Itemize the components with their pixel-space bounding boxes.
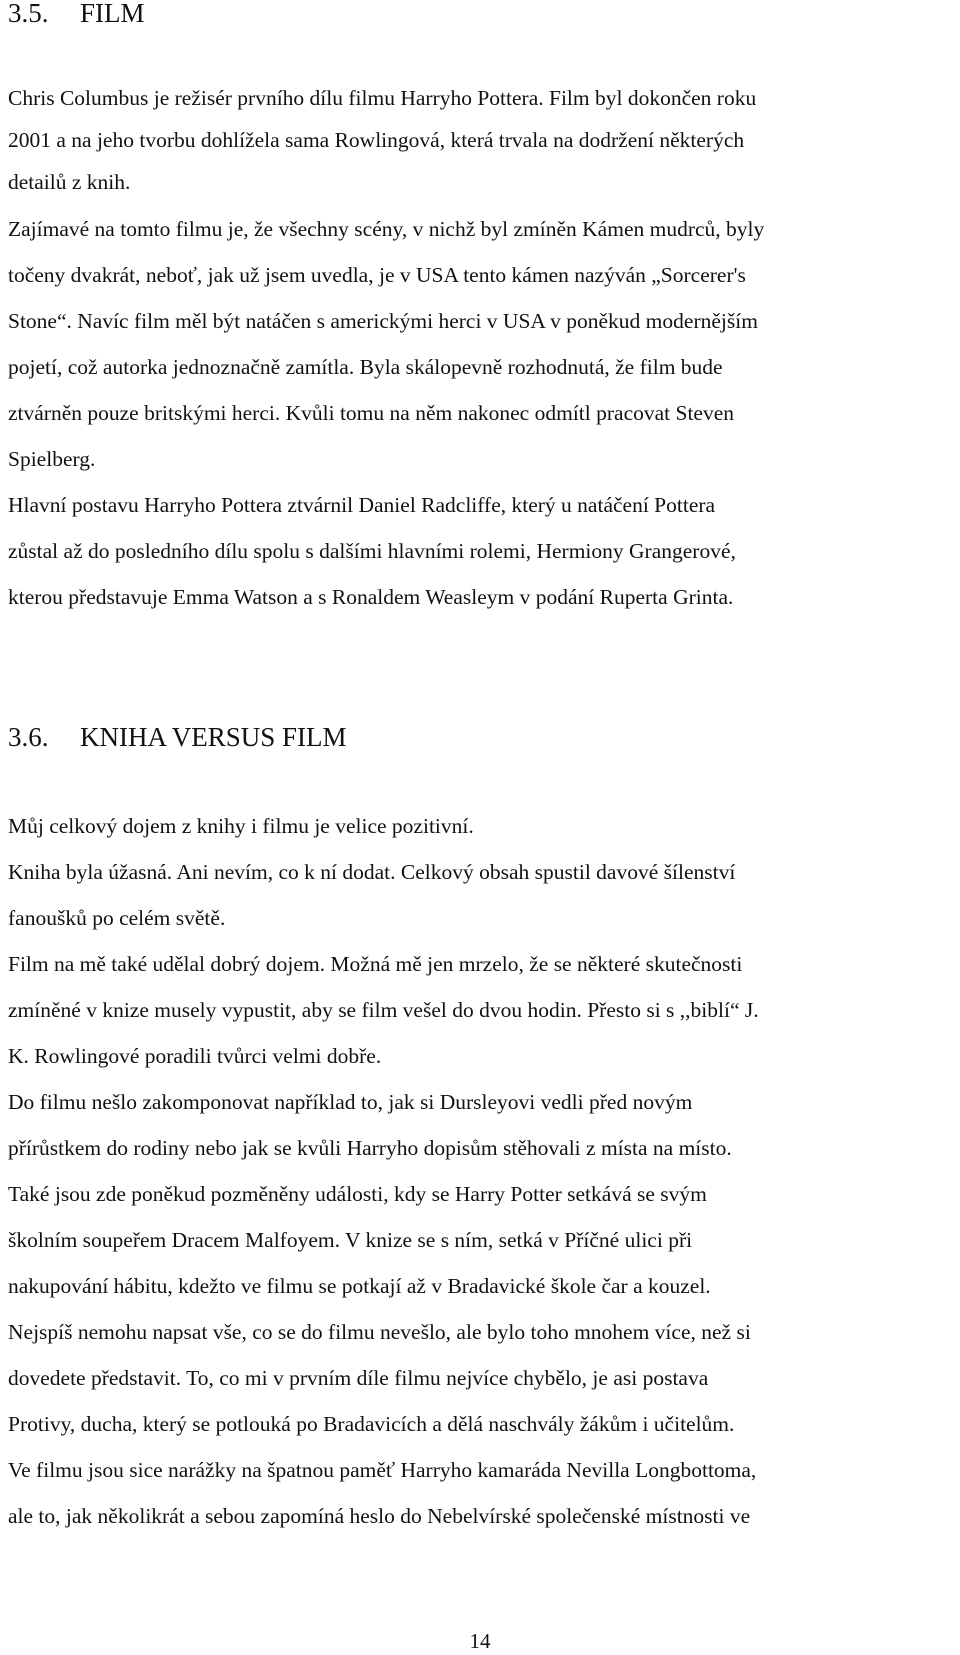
paragraph-line: fanoušků po celém světě. [8,906,226,930]
paragraph-line: ale to, jak několikrát a sebou zapomíná heslo do Nebelvírské společenské místnosti ve [8,1504,751,1528]
paragraph-line: točeny dvakrát, neboť, jak už jsem uvedla, je v USA tento kámen nazýván „Sorcerer's [8,263,746,287]
paragraph-line: Hlavní postavu Harryho Pottera ztvárnil Daniel Radcliffe, který u natáčení Pottera [8,493,716,517]
paragraph-line: detailů z knih. [8,170,131,194]
paragraph-line: dovedete představit. To, co mi v prvním díle filmu nejvíce chybělo, je asi postava [8,1366,709,1390]
paragraph-line: Kniha byla úžasná. Ani nevím, co k ní dodat. Celkový obsah spustil davové šílenství [8,860,736,884]
paragraph-line: K. Rowlingové poradili tvůrci velmi dobře. [8,1044,382,1068]
paragraph-line: Můj celkový dojem z knihy i filmu je velice pozitivní. [8,814,474,838]
paragraph-line: zůstal až do posledního dílu spolu s dalšími hlavními rolemi, Hermiony Grangerové, [8,539,736,563]
paragraph-line: Film na mě také udělal dobrý dojem. Možná mě jen mrzelo, že se některé skutečnosti [8,952,743,976]
section-title: FILM [80,0,145,28]
paragraph-line: Zajímavé na tomto filmu je, že všechny scény, v nichž byl zmíněn Kámen mudrců, byly [8,217,765,241]
paragraph-line: přírůstkem do rodiny nebo jak se kvůli Harryho dopisům stěhovali z místa na místo. [8,1136,732,1160]
section-number: 3.5. [8,0,49,28]
paragraph-line: Ve filmu jsou sice narážky na špatnou paměť Harryho kamaráda Nevilla Longbottoma, [8,1458,757,1482]
paragraph-line: ztvárněn pouze britskými herci. Kvůli tomu na něm nakonec odmítl pracovat Steven [8,401,735,425]
paragraph-line: kterou představuje Emma Watson a s Ronaldem Weasleym v podání Ruperta Grinta. [8,585,734,609]
paragraph-line: Protivy, ducha, který se potlouká po Bradavicích a dělá naschvály žákům i učitelům. [8,1412,735,1436]
section-number: 3.6. [8,722,49,752]
section-heading-film [8,0,145,30]
paragraph-line: pojetí, což autorka jednoznačně zamítla. Byla skálopevně rozhodnutá, že film bude [8,355,723,379]
paragraph-line: Také jsou zde poněkud pozměněny události, kdy se Harry Potter setkává se svým [8,1182,707,1206]
page-number: 14 [469,1629,491,1653]
paragraph-line: Chris Columbus je režisér prvního dílu filmu Harryho Pottera. Film byl dokončen roku [8,86,757,110]
paragraph-line: Do filmu nešlo zakomponovat například to, jak si Dursleyovi vedli před novým [8,1090,693,1114]
paragraph-line: Spielberg. [8,447,96,471]
paragraph-line: 2001 a na jeho tvorbu dohlížela sama Rowlingová, která trvala na dodržení některých [8,128,745,152]
paragraph-line: školním soupeřem Dracem Malfoyem. V knize se s ním, setká v Příčné ulici při [8,1228,693,1252]
paragraph-line: zmíněné v knize musely vypustit, aby se film vešel do dvou hodin. Přesto si s ,,biblí“ J. [8,998,759,1022]
paragraph-line: Nejspíš nemohu napsat vše, co se do filmu nevešlo, ale bylo toho mnohem více, než si [8,1320,751,1344]
section-title: KNIHA VERSUS FILM [80,722,347,752]
section-heading-kniha-versus-film [8,720,347,754]
paragraph-line: nakupování hábitu, kdežto ve filmu se potkají až v Bradavické škole čar a kouzel. [8,1274,711,1298]
paragraph-line: Stone“. Navíc film měl být natáčen s americkými herci v USA v poněkud modernějším [8,309,758,333]
